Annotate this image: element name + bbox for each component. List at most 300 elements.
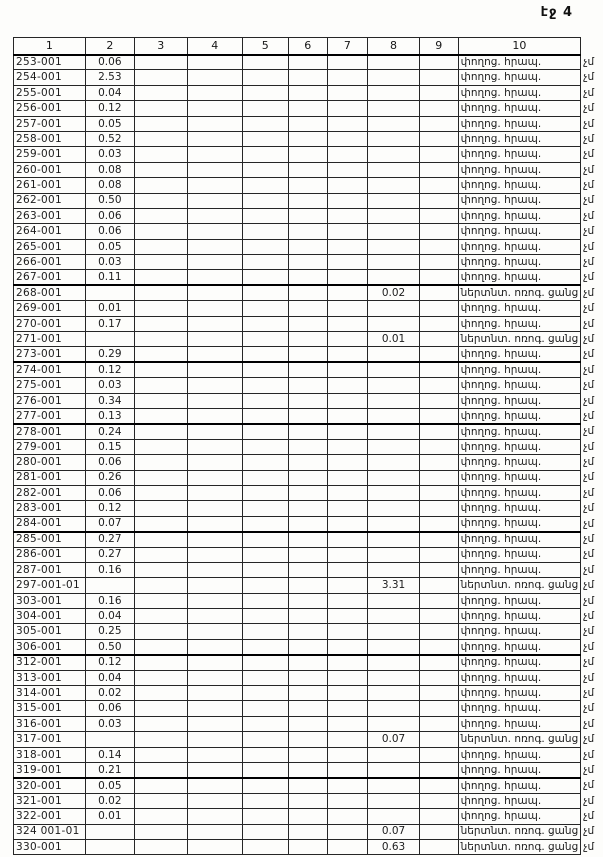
cell-col2: 0.03 xyxy=(85,378,134,393)
cell-col8: 0.07 xyxy=(368,732,420,747)
cell-id: 259-001 xyxy=(14,147,86,162)
cell-object: փողոց. հրապ. xyxy=(458,501,581,516)
table-row xyxy=(14,532,603,547)
cell-col8 xyxy=(368,301,420,316)
cell-col6 xyxy=(288,162,327,177)
margin-mark: չմ xyxy=(583,656,595,669)
table-row xyxy=(14,131,603,146)
table-row xyxy=(14,670,603,685)
cell-col3 xyxy=(134,208,187,223)
table-row xyxy=(14,655,603,670)
cell-id: 284-001 xyxy=(14,516,86,531)
table-row xyxy=(14,516,603,531)
cell-col3 xyxy=(134,532,187,547)
cell-col7 xyxy=(327,224,368,239)
cell-col7 xyxy=(327,578,368,593)
cell-id: 324 001-01 xyxy=(14,824,86,839)
column-header-10: 10 xyxy=(458,38,581,55)
cell-col8 xyxy=(368,101,420,116)
cell-object: փողոց. հրապ. xyxy=(458,301,581,316)
cell-object: փողոց. հրապ. xyxy=(458,255,581,270)
cell-col5 xyxy=(242,516,288,531)
cell-col8 xyxy=(368,55,420,70)
cell-col5 xyxy=(242,316,288,331)
cell-object: փողոց. հրապ. xyxy=(458,624,581,639)
cell-col3 xyxy=(134,809,187,824)
cell-col2: 0.02 xyxy=(85,686,134,701)
cell-id: 276-001 xyxy=(14,393,86,408)
cell-col2: 0.06 xyxy=(85,208,134,223)
cell-col6 xyxy=(288,547,327,562)
cell-col2: 0.05 xyxy=(85,239,134,254)
cell-col4 xyxy=(187,101,242,116)
cell-col5 xyxy=(242,255,288,270)
cell-col8: 3.31 xyxy=(368,578,420,593)
table-row xyxy=(14,455,603,470)
cell-col7 xyxy=(327,316,368,331)
margin-mark: չմ xyxy=(583,517,595,530)
table-row xyxy=(14,55,603,70)
cell-object: փողոց. հրապ. xyxy=(458,485,581,500)
cell-col4 xyxy=(187,732,242,747)
cell-col9 xyxy=(419,85,458,100)
margin-mark: չմ xyxy=(583,394,595,407)
cell-id: 282-001 xyxy=(14,485,86,500)
table-header-row xyxy=(14,38,603,55)
cell-col4 xyxy=(187,393,242,408)
cell-col2: 0.04 xyxy=(85,609,134,624)
margin-mark: չմ xyxy=(583,794,595,807)
cell-col2: 0.15 xyxy=(85,439,134,454)
cell-col7 xyxy=(327,362,368,377)
cell-col4 xyxy=(187,624,242,639)
cell-col2: 2.53 xyxy=(85,70,134,85)
page-number-label: էջ 4 xyxy=(540,5,573,20)
margin-mark: չմ xyxy=(583,563,595,576)
table-row xyxy=(14,624,603,639)
cell-col5 xyxy=(242,131,288,146)
cell-col7 xyxy=(327,670,368,685)
cell-col5 xyxy=(242,408,288,423)
cell-col7 xyxy=(327,131,368,146)
cell-col3 xyxy=(134,639,187,654)
cell-col8 xyxy=(368,793,420,808)
cell-col4 xyxy=(187,839,242,854)
cell-col6 xyxy=(288,85,327,100)
margin-mark: չմ xyxy=(583,686,595,699)
cell-col9 xyxy=(419,116,458,131)
cell-col5 xyxy=(242,639,288,654)
cell-col2: 0.16 xyxy=(85,593,134,608)
cell-col4 xyxy=(187,655,242,670)
cell-object: փողոց. հրապ. xyxy=(458,655,581,670)
cell-id: 266-001 xyxy=(14,255,86,270)
cell-col4 xyxy=(187,70,242,85)
cell-col6 xyxy=(288,732,327,747)
column-header-6: 6 xyxy=(288,38,327,55)
cell-col5 xyxy=(242,162,288,177)
table-row xyxy=(14,101,603,116)
cell-col9 xyxy=(419,178,458,193)
cell-col8 xyxy=(368,809,420,824)
cell-col4 xyxy=(187,408,242,423)
cell-col2: 0.03 xyxy=(85,255,134,270)
cell-col2: 0.05 xyxy=(85,116,134,131)
cell-col5 xyxy=(242,208,288,223)
margin-mark: չմ xyxy=(583,702,595,715)
cell-col6 xyxy=(288,562,327,577)
cell-col2 xyxy=(85,578,134,593)
cell-col7 xyxy=(327,547,368,562)
cell-col8 xyxy=(368,439,420,454)
cell-col3 xyxy=(134,670,187,685)
cell-col2: 0.08 xyxy=(85,178,134,193)
column-header-3: 3 xyxy=(134,38,187,55)
cell-col7 xyxy=(327,455,368,470)
cell-col6 xyxy=(288,301,327,316)
cell-col4 xyxy=(187,455,242,470)
cell-col8 xyxy=(368,562,420,577)
cell-object: փողոց. հրապ. xyxy=(458,178,581,193)
table-row xyxy=(14,301,603,316)
cell-col6 xyxy=(288,701,327,716)
margin-mark: չմ xyxy=(583,86,595,99)
cell-col3 xyxy=(134,147,187,162)
cell-id: 279-001 xyxy=(14,439,86,454)
cell-col7 xyxy=(327,793,368,808)
cell-col7 xyxy=(327,593,368,608)
cell-object: փողոց. հրապ. xyxy=(458,408,581,423)
table-row xyxy=(14,270,603,285)
cell-col5 xyxy=(242,301,288,316)
cell-col4 xyxy=(187,285,242,300)
cell-col6 xyxy=(288,793,327,808)
cell-col6 xyxy=(288,101,327,116)
cell-object: փողոց. հրապ. xyxy=(458,316,581,331)
cell-col8 xyxy=(368,593,420,608)
cell-id: 268-001 xyxy=(14,285,86,300)
margin-mark: չմ xyxy=(583,625,595,638)
cell-col3 xyxy=(134,316,187,331)
cell-col9 xyxy=(419,455,458,470)
margin-mark: չմ xyxy=(583,779,595,792)
cell-col3 xyxy=(134,224,187,239)
margin-mark: չմ xyxy=(583,610,595,622)
cell-col8 xyxy=(368,70,420,85)
cell-col9 xyxy=(419,501,458,516)
cell-col6 xyxy=(288,378,327,393)
column-header-8: 8 xyxy=(368,38,420,55)
table-row xyxy=(14,686,603,701)
cell-col8 xyxy=(368,270,420,285)
cell-col4 xyxy=(187,55,242,70)
cell-id: 315-001 xyxy=(14,701,86,716)
cell-col3 xyxy=(134,839,187,854)
cell-col7 xyxy=(327,439,368,454)
cell-col2 xyxy=(85,732,134,747)
cell-col2: 0.03 xyxy=(85,716,134,731)
cell-col5 xyxy=(242,655,288,670)
cell-col8 xyxy=(368,131,420,146)
cell-col9 xyxy=(419,485,458,500)
cell-col5 xyxy=(242,532,288,547)
cell-col8 xyxy=(368,408,420,423)
cell-col4 xyxy=(187,131,242,146)
cell-col3 xyxy=(134,655,187,670)
table-row xyxy=(14,778,603,793)
margin-mark: չմ xyxy=(583,286,595,299)
cell-col7 xyxy=(327,485,368,500)
cell-id: 270-001 xyxy=(14,316,86,331)
margin-mark: չմ xyxy=(583,302,595,315)
cell-col9 xyxy=(419,270,458,285)
cell-id: 263-001 xyxy=(14,208,86,223)
cell-col4 xyxy=(187,793,242,808)
cell-col4 xyxy=(187,193,242,208)
cell-col6 xyxy=(288,501,327,516)
cell-id: 285-001 xyxy=(14,532,86,547)
cell-col2 xyxy=(85,824,134,839)
cell-col8 xyxy=(368,470,420,485)
cell-col9 xyxy=(419,778,458,793)
cell-col5 xyxy=(242,70,288,85)
cell-col5 xyxy=(242,224,288,239)
cell-col9 xyxy=(419,131,458,146)
table-row xyxy=(14,362,603,377)
cell-object: փողոց. հրապ. xyxy=(458,439,581,454)
cell-col2: 0.06 xyxy=(85,55,134,70)
cell-col9 xyxy=(419,147,458,162)
cell-col7 xyxy=(327,716,368,731)
cell-col7 xyxy=(327,424,368,439)
cell-col3 xyxy=(134,347,187,362)
cell-col9 xyxy=(419,593,458,608)
cell-col6 xyxy=(288,255,327,270)
cell-id: 269-001 xyxy=(14,301,86,316)
cell-col9 xyxy=(419,362,458,377)
cell-col9 xyxy=(419,193,458,208)
cell-col8 xyxy=(368,224,420,239)
cell-col3 xyxy=(134,424,187,439)
cell-id: 273-001 xyxy=(14,347,86,362)
cell-col8 xyxy=(368,701,420,716)
cell-col2: 0.06 xyxy=(85,701,134,716)
column-header-5: 5 xyxy=(242,38,288,55)
cell-object: ներտնտ. ոռոգ. ցանց xyxy=(458,578,581,593)
cell-col5 xyxy=(242,732,288,747)
cell-col8 xyxy=(368,686,420,701)
cell-col7 xyxy=(327,70,368,85)
cell-object: փողոց. հրապ. xyxy=(458,224,581,239)
cell-col9 xyxy=(419,655,458,670)
cell-col2: 0.13 xyxy=(85,408,134,423)
cell-col9 xyxy=(419,747,458,762)
cell-col3 xyxy=(134,747,187,762)
cell-col8 xyxy=(368,193,420,208)
cell-col9 xyxy=(419,408,458,423)
cell-col7 xyxy=(327,101,368,116)
column-header-7: 7 xyxy=(327,38,368,55)
cell-col5 xyxy=(242,347,288,362)
cell-col6 xyxy=(288,455,327,470)
cell-col4 xyxy=(187,378,242,393)
cell-id: 261-001 xyxy=(14,178,86,193)
cell-col9 xyxy=(419,208,458,223)
margin-mark: չմ xyxy=(583,471,595,484)
cell-col2: 0.01 xyxy=(85,809,134,824)
cell-col9 xyxy=(419,378,458,393)
cell-col7 xyxy=(327,778,368,793)
cell-id: 275-001 xyxy=(14,378,86,393)
cell-col4 xyxy=(187,332,242,347)
cell-col5 xyxy=(242,455,288,470)
cell-id: 280-001 xyxy=(14,455,86,470)
cell-object: փողոց. հրապ. xyxy=(458,747,581,762)
cell-col4 xyxy=(187,147,242,162)
cell-col9 xyxy=(419,301,458,316)
cell-object: փողոց. հրապ. xyxy=(458,547,581,562)
cell-col5 xyxy=(242,193,288,208)
cell-col5 xyxy=(242,501,288,516)
margin-mark: չմ xyxy=(583,440,595,453)
cell-col9 xyxy=(419,316,458,331)
cell-col3 xyxy=(134,116,187,131)
table-row xyxy=(14,701,603,716)
margin-mark: չմ xyxy=(583,810,595,823)
cell-col5 xyxy=(242,239,288,254)
cell-col8 xyxy=(368,378,420,393)
cell-id: 319-001 xyxy=(14,762,86,777)
cell-col8 xyxy=(368,424,420,439)
cell-col7 xyxy=(327,208,368,223)
margin-mark: չմ xyxy=(583,671,595,684)
cell-id: 286-001 xyxy=(14,547,86,562)
cell-id: 264-001 xyxy=(14,224,86,239)
cell-col2: 0.26 xyxy=(85,470,134,485)
cell-col5 xyxy=(242,178,288,193)
cell-col2: 0.14 xyxy=(85,747,134,762)
cell-col7 xyxy=(327,639,368,654)
table-row xyxy=(14,316,603,331)
cell-col7 xyxy=(327,562,368,577)
cell-col4 xyxy=(187,424,242,439)
cell-col5 xyxy=(242,716,288,731)
cell-col4 xyxy=(187,824,242,839)
cell-col8: 0.63 xyxy=(368,839,420,854)
cell-col9 xyxy=(419,701,458,716)
cell-col5 xyxy=(242,793,288,808)
margin-mark: չմ xyxy=(583,317,595,330)
cell-col5 xyxy=(242,147,288,162)
cell-col2: 0.03 xyxy=(85,147,134,162)
table-row xyxy=(14,193,603,208)
cell-col9 xyxy=(419,762,458,777)
cell-col3 xyxy=(134,85,187,100)
cell-col8 xyxy=(368,485,420,500)
margin-mark: չմ xyxy=(583,55,595,68)
cell-object: փողոց. հրապ. xyxy=(458,716,581,731)
cell-col3 xyxy=(134,301,187,316)
cell-object: փողոց. հրապ. xyxy=(458,193,581,208)
cell-col7 xyxy=(327,824,368,839)
cell-col9 xyxy=(419,55,458,70)
cell-col2: 0.04 xyxy=(85,670,134,685)
cell-col9 xyxy=(419,824,458,839)
cell-col3 xyxy=(134,393,187,408)
table-row xyxy=(14,593,603,608)
cell-col2: 0.02 xyxy=(85,793,134,808)
cell-col6 xyxy=(288,55,327,70)
cell-col8 xyxy=(368,347,420,362)
cell-col9 xyxy=(419,532,458,547)
table-row xyxy=(14,408,603,423)
column-header-9: 9 xyxy=(419,38,458,55)
cell-id: 262-001 xyxy=(14,193,86,208)
cell-id: 253-001 xyxy=(14,55,86,70)
cell-col9 xyxy=(419,101,458,116)
cell-col7 xyxy=(327,285,368,300)
cell-col2: 0.06 xyxy=(85,224,134,239)
cell-col6 xyxy=(288,485,327,500)
cell-object: ներտնտ. ոռոգ. ցանց xyxy=(458,285,581,300)
cell-col6 xyxy=(288,516,327,531)
cell-col4 xyxy=(187,255,242,270)
cell-object: փողոց. հրապ. xyxy=(458,532,581,547)
cell-col4 xyxy=(187,547,242,562)
cell-col9 xyxy=(419,516,458,531)
margin-mark: չմ xyxy=(583,594,595,607)
table-row xyxy=(14,162,603,177)
cell-col7 xyxy=(327,55,368,70)
table-row xyxy=(14,178,603,193)
cell-col5 xyxy=(242,562,288,577)
cell-col3 xyxy=(134,701,187,716)
margin-mark: չմ xyxy=(583,225,595,238)
column-header-1: 1 xyxy=(14,38,86,55)
cell-col3 xyxy=(134,732,187,747)
table-row xyxy=(14,809,603,824)
cell-id: 265-001 xyxy=(14,239,86,254)
margin-mark: չմ xyxy=(583,456,595,469)
cell-id: 278-001 xyxy=(14,424,86,439)
cell-col6 xyxy=(288,70,327,85)
cell-col9 xyxy=(419,470,458,485)
cell-id: 257-001 xyxy=(14,116,86,131)
margin-mark: չմ xyxy=(583,363,595,376)
cell-col8 xyxy=(368,547,420,562)
cell-col6 xyxy=(288,439,327,454)
cell-col4 xyxy=(187,178,242,193)
column-header-2: 2 xyxy=(85,38,134,55)
margin-mark: չմ xyxy=(583,256,595,269)
cell-col2: 0.34 xyxy=(85,393,134,408)
cell-col5 xyxy=(242,393,288,408)
cell-col4 xyxy=(187,532,242,547)
cell-col5 xyxy=(242,270,288,285)
cell-object: փողոց. հրապ. xyxy=(458,162,581,177)
cell-col9 xyxy=(419,424,458,439)
cell-col4 xyxy=(187,439,242,454)
cell-col8 xyxy=(368,178,420,193)
cell-col2: 0.21 xyxy=(85,762,134,777)
cell-col7 xyxy=(327,162,368,177)
cell-col8 xyxy=(368,747,420,762)
cell-col3 xyxy=(134,516,187,531)
cell-id: 320-001 xyxy=(14,778,86,793)
cell-col8 xyxy=(368,655,420,670)
cell-col7 xyxy=(327,732,368,747)
cell-col7 xyxy=(327,532,368,547)
